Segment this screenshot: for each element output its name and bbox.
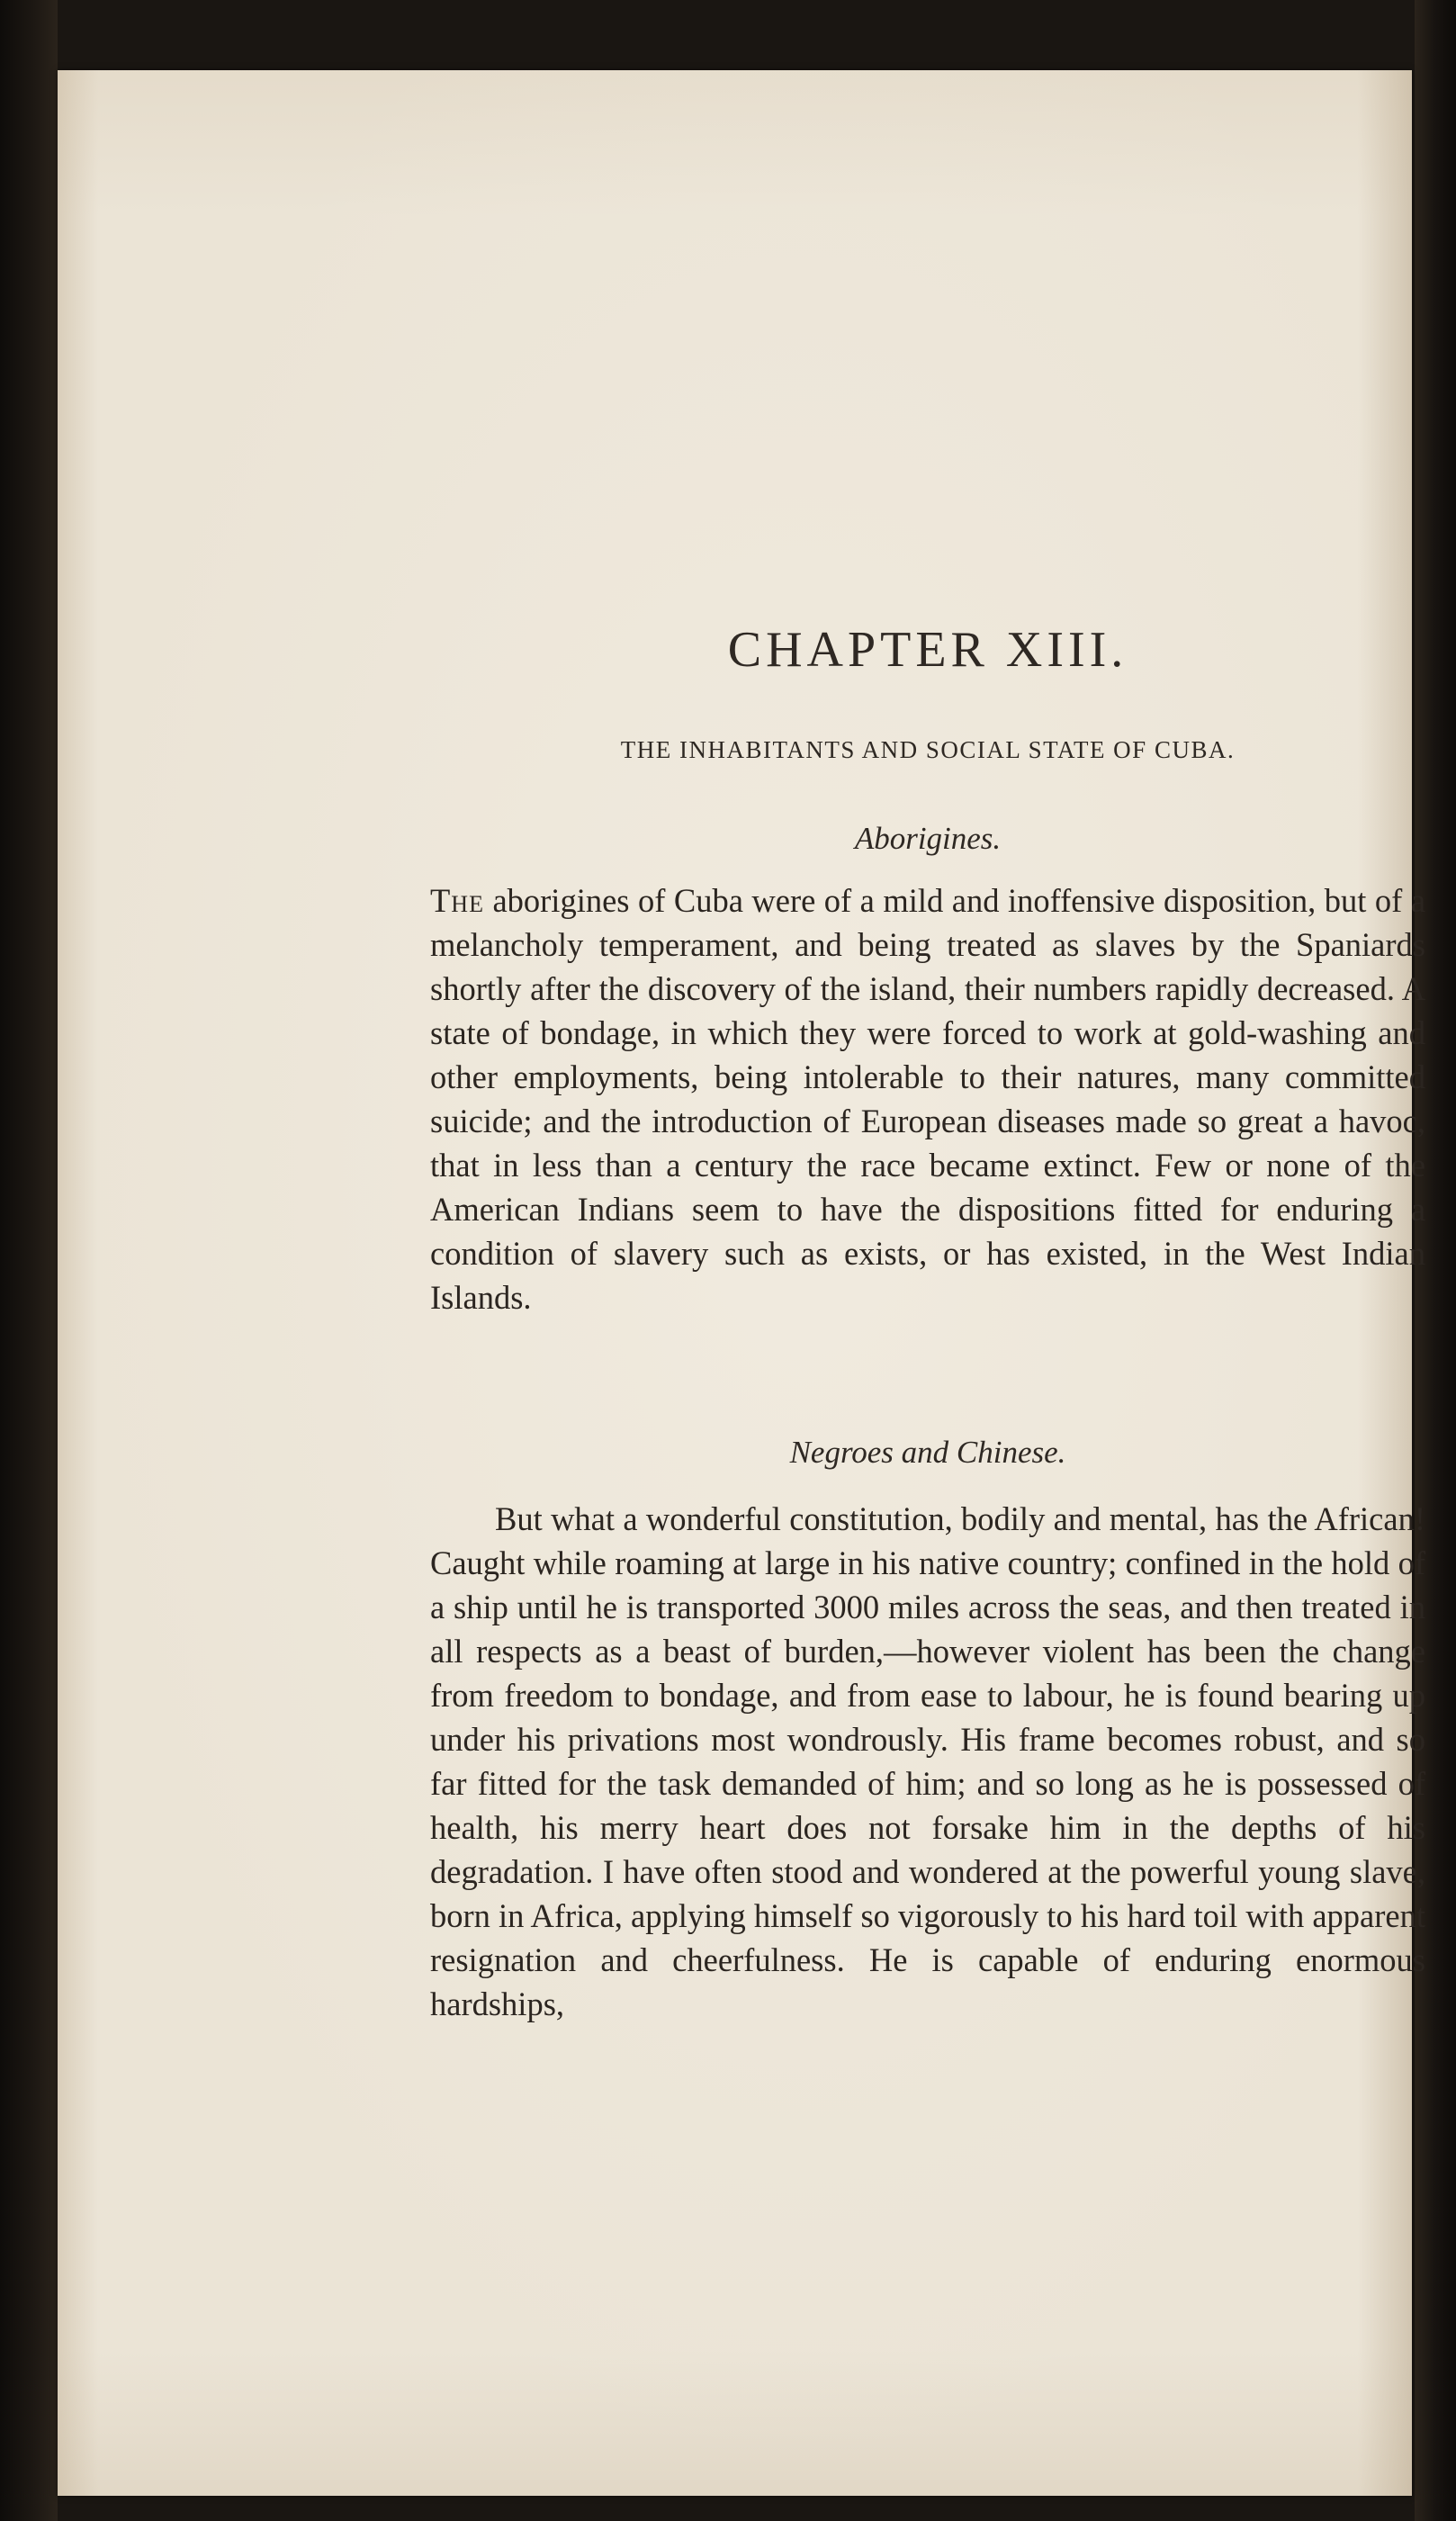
section-heading-aborigines: Aborigines.	[854, 821, 1002, 856]
chapter-subtitle: THE INHABITANTS AND SOCIAL STATE OF CUBA.	[620, 736, 1236, 763]
paragraph-aborigines	[430, 878, 1425, 1319]
section-heading-negroes-and-chinese: Negroes and Chinese.	[789, 1435, 1066, 1470]
book-binding-left	[0, 0, 58, 2521]
paragraph-lead-word: The	[430, 882, 484, 919]
page-sheet	[58, 70, 1426, 2496]
chapter-title: CHAPTER XIII.	[727, 622, 1128, 678]
paragraph-negroes-and-chinese: But what a wonderful constitution, bodily and mental, has the African! Caught while roaming at large in his native country; confined in the hold of a ship until he is transported 3000 miles across the seas, and then treated in all respects as a beast of burden,—however violent has been the change from freedom to bondage, and from ease to labour, he is found bearing up under his privations most wondrously. His frame becomes robust, and so far fitted for the task demanded of him; and so long as he is possessed of health, his merry heart does not forsake him in the depths of his degradation. I have often stood and wondered at the powerful young slave, born in Africa, applying himself so vigorously to his hard toil with apparent resignation and cheerfulness. He is capable of enduring enormous hardships,	[430, 1500, 1425, 2022]
paragraph-aborigines-text: aborigines of Cuba were of a mild and inoffensive disposition, but of a melancholy temperament, and being treated as slaves by the Spaniards shortly after the discovery of the island, their numbers rapidly decreased. A state of bondage, in which they were forced to work at gold-washing and other employments, being intolerable to their natures, many committed suicide; and the introduction of European diseases made so great a havoc, that in less than a century the race became extinct. Few or none of the American Indians seem to have the dispositions fitted for enduring a condition of slavery such as exists, or has existed, in the West Indian Islands.	[430, 882, 1426, 1316]
